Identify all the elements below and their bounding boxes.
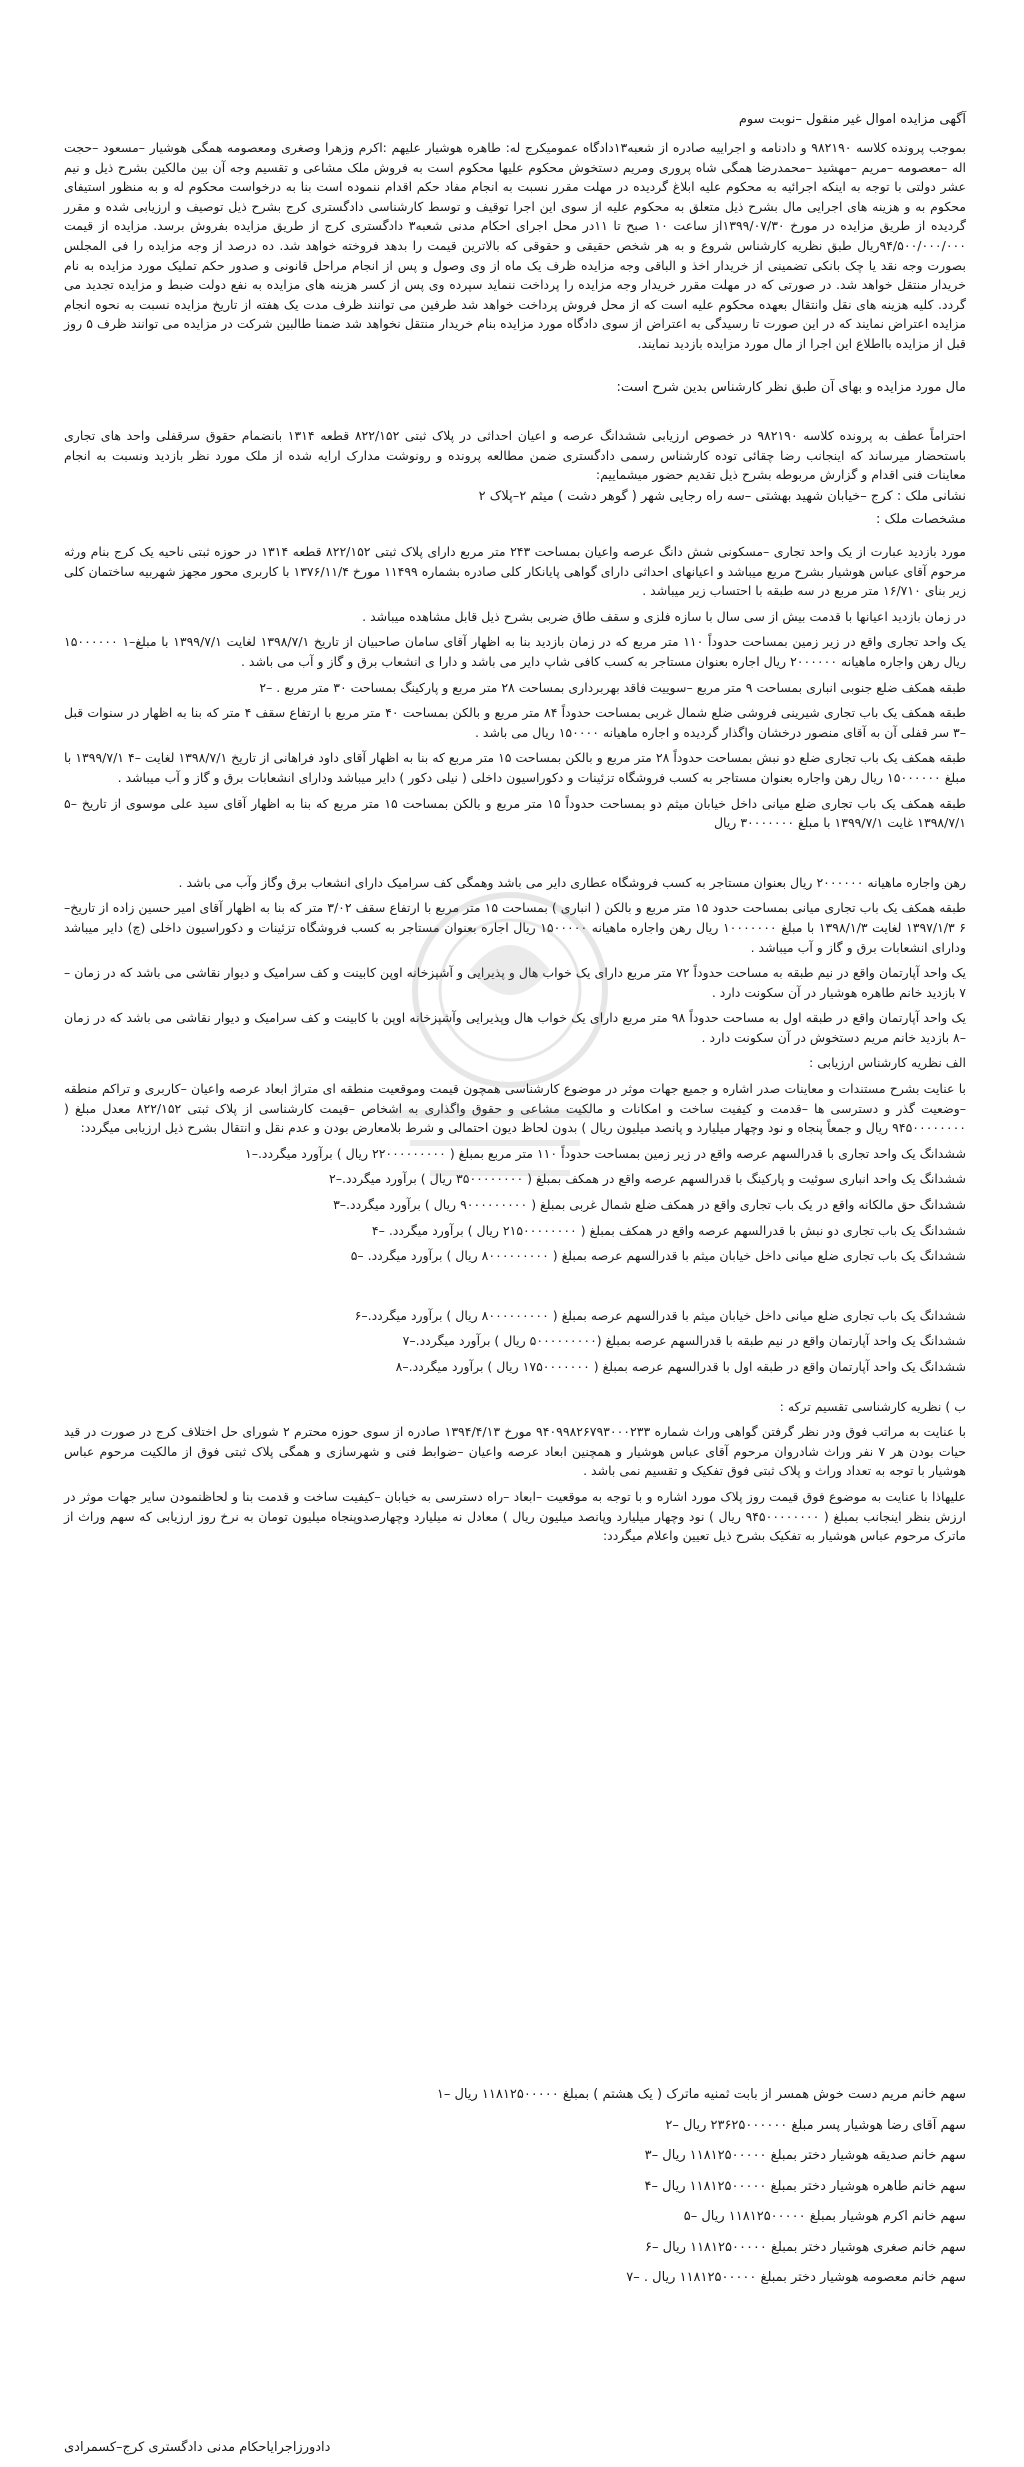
auction-intro-block (64, 138, 966, 395)
unit-item: طبقه همکف یک باب تجاری ضلع دو نبش بمساحت حدوداً ۲۸ متر مربع و بالکن بمساحت ۱۵ متر مربع که بنا به اظهار آقای داود فراهانی از تاریخ ۱۳۹۸/۷/۱ لغایت –۴ ۱۳۹۹/۷/۱ با مبلغ ۱۵۰۰۰۰۰۰ ریال رهن واجاره بعنوان مستاجر به کسب فروشگاه تزئینات و دکوراسیون داخلی ( نیلی دکور ) دایر میباشد ودارای انشعابات برق و گاز و آب میباشد . (64, 750, 966, 785)
unit-item: طبقه همکف یک باب تجاری میانی بمساحت حدود ۱۵ متر مربع و بالکن ( انباری ) بمساحت ۱۵ متر مربع با ارتفاع سقف ۳/۰۲ متر که بنا به اظهار آقای امیر حسین زاده از تاریخ–۶ ۱۳۹۷/۱/۳ لغایت ۱۳۹۸/۱/۳ با مبلغ ۱۰۰۰۰۰۰۰ ریال رهن واجاره ماهیانه ۱۵۰۰۰۰۰ ریال اجاره بعنوان مستاجر به کسب فروشگاه تزئینات و دکوراسیون داخلی (چ) دایر میباشد ودارای انشعابات برق و گاز و آب میباشد . (64, 900, 967, 955)
valuation-item: ششدانگ یک باب تجاری دو نبش با قدرالسهم عرصه واقع در همکف بمبلغ ( ۲۱۵۰۰۰۰۰۰۰۰ ریال ) برآورد میگردد. –۴ (371, 1222, 966, 1238)
valuation-item: ششدانگ یک واحد آپارتمان واقع در طبقه اول با قدرالسهم عرصه بمبلغ ( ۱۷۵۰۰۰۰۰۰۰ ریال ) برآورد میگردد.–۸ (395, 1359, 966, 1374)
build-note: در زمان بازدید اعیانها با قدمت بیش از سی سال با سازه فلزی و سقف طاق ضربی بشرح ذیل قابل مشاهده میباشد . (362, 608, 966, 624)
split-paragraph: علیهاذا با عنایت به موضوع فوق قیمت روز پلاک مورد اشاره و با توجه به موقعیت –ابعاد –راه دسترسی به خیابان –کیفیت ساخت و قدمت بنا و لحاظنمودن سایر جهات موثر در ارزش بنظر اینجانب بمبلغ ( ۹۴۵۰۰۰۰۰۰۰۰ ریال ) نود وچهار میلیارد وپانصد میلیون ریال ) معادل نه میلیارد وچهارصدوپنجاه میلیون تومان به نرخ روز ارزیابی که سهم وراث از ماترک مرحوم عباس هوشیار به تفکیک بشرح ذیل تعیین واعلام میگردد: (64, 1488, 966, 1544)
unit-item: طبقه همکف ضلع جنوبی انباری بمساحت ۹ متر مربع –سوییت فاقد بهربرداری بمساحت ۲۸ متر مربع و پارکینگ بمساحت ۳۰ متر مربع . –۲ (259, 679, 966, 695)
rent-note: رهن واجاره ماهیانه ۲۰۰۰۰۰۰ ریال بعنوان مستاجر به کسب فروشگاه عطاری دایر می باشد وهمگی کف سرامیک دارای انشعاب برق وگاز وآب می باشد . (178, 874, 966, 890)
subject-line: مال مورد مزایده و بهای آن طبق نظر کارشناس بدین شرح است: (616, 379, 966, 395)
share-item: سهم خانم اکرم هوشیار بمبلغ ۱۱۸۱۲۵۰۰۰۰۰ ریال –۵ (683, 2209, 966, 2224)
unit-item: طبقه همکف یک باب تجاری ضلع میانی داخل خیابان میثم دو بمساحت حدوداً ۱۵ متر مربع و بالکن بمساحت ۱۵ متر مربع که بنا به اظهار آقای سید علی موسوی از تاریخ –۵ ۱۳۹۸/۷/۱ غایت ۱۳۹۹/۷/۱ با مبلغ ۳۰۰۰۰۰۰۰ ریال (64, 795, 966, 831)
expert-heading: الف نظریه کارشناس ارزیابی : (809, 1055, 966, 1071)
share-item: سهم آقای رضا هوشیار پسر مبلغ ۲۳۶۲۵۰۰۰۰۰۰ ریال –۲ (665, 2117, 966, 2133)
heirs-shares-list (64, 2080, 966, 2294)
stamp-watermark-icon (360, 880, 610, 1240)
footer-signature: دادورزاجرایاحکام مدنی دادگستری کرج–کسمرادی (64, 2440, 331, 2455)
unit-item: یک واحد آپارتمان واقع در نیم طبقه به مساحت حدوداً ۷۲ متر مربع دارای یک خواب هال و پذیرایی و آشپزخانه اوپن کابینت و کف سرامیک و دیوار نقاشی می باشد که در زمان –۷ بازدید خانم طاهره هوشیار در آن سکونت دارد . (64, 965, 966, 1000)
share-item: سهم خانم صغری هوشیار دختر بمبلغ ۱۱۸۱۲۵۰۰۰۰۰ ریال –۶ (645, 2239, 966, 2255)
valuation-item: ششدانگ یک واحد تجاری با قدرالسهم عرصه واقع در زیر زمین بمساحت حدوداً ۱۱۰ متر مربع بمبلغ ( ۲۲۰۰۰۰۰۰۰۰۰ ریال ) برآورد میگردد.–۱ (244, 1145, 966, 1161)
respect-paragraph: احتراماً عطف به پرونده کلاسه ۹۸۲۱۹۰ در خصوص ارزیابی ششدانگ عرصه و اعیان احداثی در پلاک ثبتی ۸۲۲/۱۵۲ قطعه ۱۳۱۴ بانضمام حقوق سرقفلی واحد های تجاری باستحضار میرساند که اینجانب رضا چقائی توده کارشناس رسمی دادگستری ضمن مطالعه پرونده و رونوشت مدارک ارایه شده از ملک مورد نظر بازدید ونسبت به انجام معاینات فنی اقدام و گزارش مربوطه بشرح ذیل تقدیم حضور میشماییم: (64, 428, 966, 483)
property-address: نشانی ملک : کرج –خیابان شهید بهشتی –سه راه رجایی شهر ( گوهر دشت ) میثم ۲–پلاک ۲ (478, 488, 966, 504)
share-item: سهم خانم صدیقه هوشیار دختر بمبلغ ۱۱۸۱۲۵۰۰۰۰۰ ریال –۳ (644, 2148, 966, 2163)
unit-item: یک واحد تجاری واقع در زیر زمین بمساحت حدوداً ۱۱۰ متر مربع که در زمان بازدید بنا به اظهار آقای سامان صاحبیان از تاریخ ۱۳۹۸/۷/۱ لغایت ۱۳۹۹/۷/۱ با مبلغ–۱ ۱۵۰۰۰۰۰۰ ریال رهن واجاره ماهیانه ۲۰۰۰۰۰۰ ریال اجاره بعنوان مستاجر به کسب کافی شاپ دایر می باشد و دارا ی انشعاب برق و گاز و آب می باشد . (64, 634, 966, 669)
expert-paragraph: با عنایت بشرح مستندات و معاینات صدر اشاره و جمیع جهات موثر در موضوع کارشناسی همچون قیمت وموقعیت منطقه ای متراژ ابعاد عرصه واعیان –کاربری و تراکم منطقه –وضعیت گذر و دسترسی ها –قدمت و کیفیت ساخت و امکانات و مالکیت مشاعی و حقوق واگذاری به اشخاص –قیمت کارشناسی از پلاک ثبتی ۸۲۲/۱۵۲ معدل مبلغ ( ۹۴۵۰۰۰۰۰۰۰۰ ریال و جمعاً پنجاه و نود وچهار میلیارد و پانصد میلیون ریال ) بدون لحاظ دیون احتمالی و شرط بلامعارض بودن و عدم نقل و انتقال بشرح ذیل ارزیابی میگردد: (64, 1081, 966, 1136)
intro-paragraph: بموجب پرونده کلاسه ۹۸۲۱۹۰ و دادنامه و اجراییه صادره از شعبه۱۳دادگاه عمومیکرج له: طاهره هوشیار علیهم :اکرم وزهرا وصغری ومعصومه همگی هوشیار –مسعود –حجت اله –معصومه –مریم –مهشید –محمدرضا همگی شاه پروری ومریم دستخوش محکوم علیها محکوم است به فروش ملک مشاعی و تقسیم وجه آن بین مالکین بشرح ذیل و نیم عشر دولتی با توجه به اینکه اجرائیه به محکوم علیه ابلاغ گردیده در مهلت مقرر نسبت به انجام مفاد حکم اقدام ننموده است بنا به درخواست محکوم له و به منظور استیفای محکوم به و هزینه های اجرایی مال بشرح ذیل متعلق به محکوم علیه از سوی این اجرا توقیف و توسط کارشناسی دادگستری کرج بشرح ذیل توصیف و ارزیابی شده و مقرر گردیده از طریق مزایده در مورخ ۱۳۹۹/۰۷/۳۰از ساعت ۱۰ صبح تا ۱۱در محل اجرای احکام مدنی شعبه۳ دادگستری کرج از طریق مزایده بفروش برسد. مزایده از قیمت ۹۴/۵۰۰/۰۰۰/۰۰۰ریال طبق نظریه کارشناس شروع و به هر شخص حقیقی و حقوقی که بالاترین قیمت را بدهد فروخته خواهد شد. ده درصد از وجه مزایده را فی المجلس بصورت وجه نقد یا چک بانکی تضمینی از خریدار اخذ و الباقی وجه مزایده ظرف یک ماه از وی وصول و پس از انجام مراحل قانونی و صدور حکم تملیک مورد مزایده به نام خریدار منتقل خواهد شد. در صورتی که در مهلت مقرر خریدار وجه مزایده را پرداخت ننماید سپرده وی پس از کسر هزینه های مزایده به نفع دولت ضبط و مزایده تجدید می گردد. کلیه هزینه های نقل وانتقال بعهده محکوم علیه است که از محل فروش پرداخت خواهد شد طرفین می توانند ظرف مدت یک هفته از تاریخ مزایده نسبت به نحوه انجام مزایده اعتراض نمایند که در این صورت تا رسیدگی به اعتراض از سوی دادگاه مورد مزایده بنام خریدار منتقل نخواهد شد ضمنا طالبین شرکت در مزایده می توانند ظرف ۵ روز قبل از مزایده بااطلاع این اجرا از مال مورد مزایده بازدید نمایند. (64, 140, 967, 351)
unit-item: طبقه همکف یک باب تجاری شیرینی فروشی ضلع شمال غربی بمساحت حدوداً ۸۴ متر مربع و بالکن بمساحت ۴۰ متر مربع با ارتفاع سقف ۴ متر که بنا به اظهار در سنوات قبل –۳ سر قفلی آن به آقای منصور درخشان واگذار گردیده و اجاره ماهیانه ۱۵۰۰۰۰ ریال می باشد . (64, 705, 966, 740)
split-heading: ب ) نظریه کارشناسی تقسیم ترکه : (779, 1398, 966, 1414)
valuation-item: ششدانگ حق مالکانه واقع در یک باب تجاری واقع در همکف ضلع شمال غربی بمبلغ ( ۹۰۰۰۰۰۰۰۰۰ ریال ) برآورد میگردد.–۳ (333, 1197, 966, 1213)
split-paragraph: با عنایت به مراتب فوق ودر نظر گرفتن گواهی وراث شماره ۹۴۰۹۹۸۲۶۷۹۳۰۰۰۲۳۳ مورخ ۱۳۹۴/۴/۱۳ صادره از سوی حوزه محترم ۲ شورای حل اختلاف کرج در صورت در قید حیات بودن هر ۷ نفر وراث شادروان مرحوم آقای عباس هوشیار و همچنین ابعاد عرصه واعیان –ضوابط فنی و شهرسازی و همگی پلاک ثبتی فوق از مالکیت مرحوم عباس هوشیار با توجه به تعداد وراث و پلاک ثبتی فوق تفکیک و تقسیم نمی باشد . (64, 1424, 966, 1479)
valuation-item: ششدانگ یک باب تجاری ضلع میانی داخل خیابان میثم با قدرالسهم عرصه بمبلغ ( ۸۰۰۰۰۰۰۰۰۰ ریال ) برآورد میگردد. –۵ (350, 1248, 966, 1264)
property-description: مورد بازدید عبارت از یک واحد تجاری –مسکونی شش دانگ عرصه واعیان بمساحت ۲۴۳ متر مربع دارای پلاک ثبتی ۸۲۲/۱۵۲ قطعه ۱۳۱۴ در حوزه ثبتی ناحیه یک کرج بنام ورثه مرحوم آقای عباس هوشیار بشرح مربع میباشد و اعیانهای احداثی دارای گواهی پایانکار کلی صادره بشماره ۱۱۴۹۹ مورخ ۱۳۷۶/۱۱/۴ با کاربری محور مجهز شهربیه ساختمان کلی زیر بنای ۱۶/۷۱۰ متر مربع در سه طبقه با احتساب زیر میباشد . (64, 544, 966, 599)
valuation-item: ششدانگ یک واحد انباری سوئیت و پارکینگ با قدرالسهم عرصه واقع در همکف بمبلغ ( ۳۵۰۰۰۰۰۰۰۰ ریال ) برآورد میگردد.–۲ (329, 1171, 966, 1187)
share-item: سهم خانم مریم دست خوش همسر از بابت ثمنیه ماترک ( یک هشتم ) بمبلغ ۱۱۸۱۲۵۰۰۰۰۰ ریال –۱ (436, 2087, 966, 2102)
share-item: سهم خانم معصومه هوشیار دختر بمبلغ ۱۱۸۱۲۵۰۰۰۰۰ ریال . –۷ (626, 2270, 966, 2285)
expert-report-block (64, 426, 966, 527)
notice-title: آگهی مزایده اموال غیر منقول –نوبت سوم (738, 112, 966, 127)
share-item: سهم خانم طاهره هوشیار دختر بمبلغ ۱۱۸۱۲۵۰۰۰۰۰ ریال –۴ (644, 2178, 966, 2194)
valuation-item: ششدانگ یک باب تجاری ضلع میانی داخل خیابان میثم با قدرالسهم عرصه بمبلغ ( ۸۰۰۰۰۰۰۰۰۰ ریال ) برآورد میگردد.–۶ (354, 1307, 966, 1323)
valuation-item: ششدانگ یک واحد آپارتمان واقع در نیم طبقه با قدرالسهم عرصه بمبلغ (۵۰۰۰۰۰۰۰۰۰ ریال ) برآورد میگردد.–۷ (402, 1333, 966, 1349)
specs-heading: مشخصات ملک : (876, 511, 966, 527)
unit-item: یک واحد آپارتمان واقع در طبقه اول به مساحت حدوداً ۹۸ متر مربع دارای یک خواب هال وپذیرایی وآشپزخانه اوپن با کابینت و کف سرامیک و دیوار نقاشی می باشد که در زمان –۸ بازدید خانم مریم دستخوش در آن سکونت دارد . (64, 1010, 966, 1045)
